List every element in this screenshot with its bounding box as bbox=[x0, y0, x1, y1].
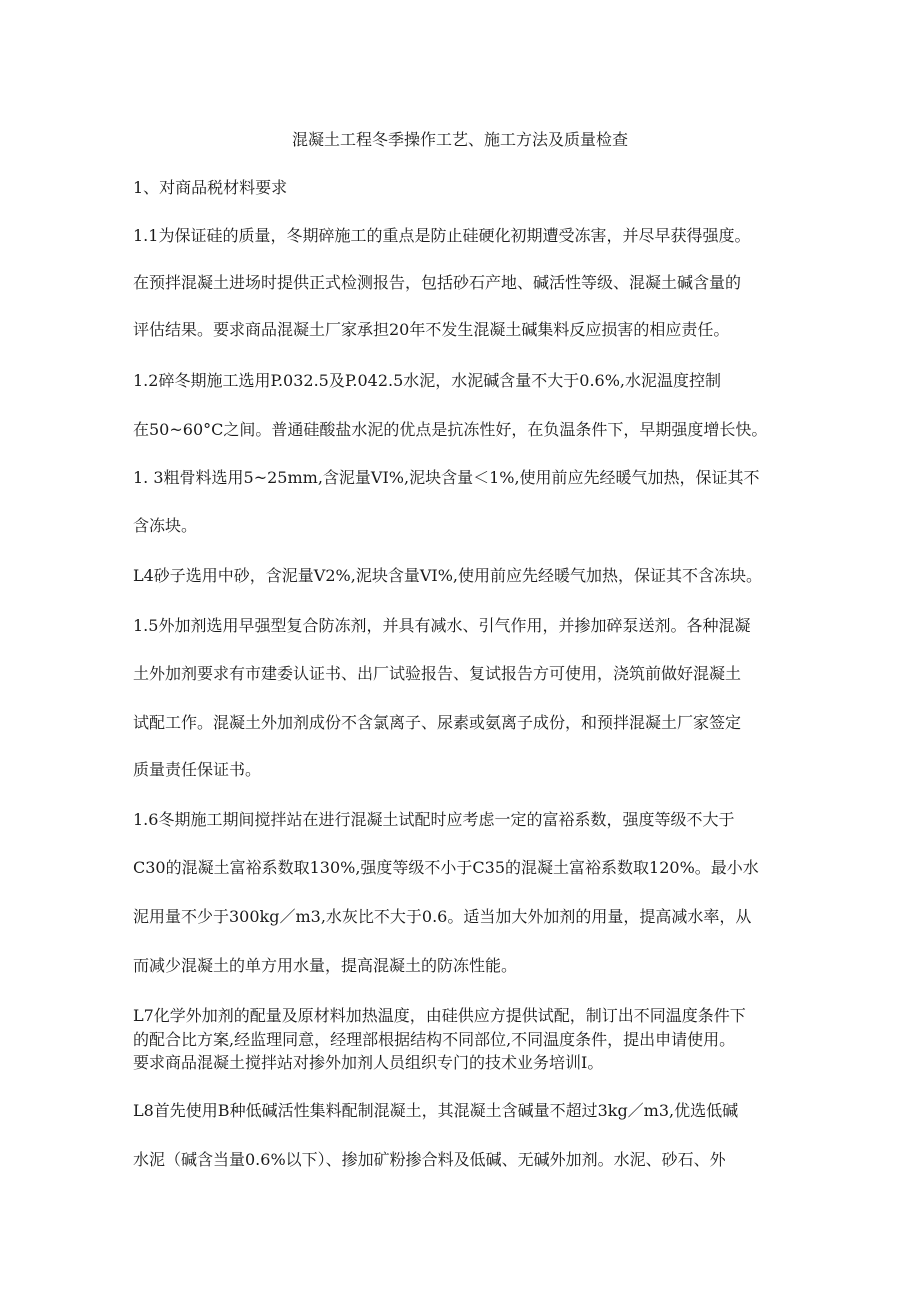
text-line: 泥用量不少于300kg／m3,水灰比不大于0.6。适当加大外加剂的用量，提高减水率，从 bbox=[133, 907, 752, 926]
text-line: 试配工作。混凝土外加剂成份不含氯离子、尿素或氨离子成份，和预拌混凝土厂家签定 bbox=[133, 713, 742, 732]
text-line: 1. 3粗骨料选用5~25mm,含泥量VI%,泥块含量＜1%,使用前应先经暖气加热，保证其不 bbox=[133, 468, 760, 487]
text-line: 1.5外加剂选用早强型复合防冻剂，并具有减水、引气作用，并掺加碎泵送剂。各种混凝 bbox=[133, 616, 751, 635]
text-line: C30的混凝土富裕系数取130%,强度等级不小于C35的混凝土富裕系数取120%。最小水 bbox=[133, 858, 759, 877]
text-line: 要求商品混凝土搅拌站对掺外加剂人员组织专门的技术业务培训I。 bbox=[133, 1053, 604, 1072]
text-line: L4砂子选用中砂，含泥量V2%,泥块含量VI%,使用前应先经暖气加热，保证其不含冻块。 bbox=[133, 566, 762, 585]
text-line: L7化学外加剂的配量及原材料加热温度，由硅供应方提供试配，制订出不同温度条件下 bbox=[133, 1006, 746, 1025]
document-title: 混凝土工程冬季操作工艺、施工方法及质量检查 bbox=[291, 130, 628, 149]
text-line: L8首先使用B种低碱活性集料配制混凝土，其混凝土含碱量不超过3kg／m3,优选低碱 bbox=[133, 1101, 739, 1120]
text-line: 1.1为保证硅的质量，冬期碎施工的重点是防止硅硬化初期遭受冻害，并尽早获得强度。 bbox=[133, 226, 751, 245]
text-line: 水泥（碱含当量0.6%以下）、掺加矿粉掺合料及低碱、无碱外加剂。水泥、砂石、外 bbox=[133, 1150, 726, 1169]
section-heading: 1、对商品税材料要求 bbox=[133, 178, 288, 197]
text-line: 而减少混凝土的单方用水量，提高混凝土的防冻性能。 bbox=[133, 956, 518, 975]
text-line: 土外加剂要求有市建委认证书、出厂试验报告、复试报告方可使用，浇筑前做好混凝土 bbox=[133, 664, 742, 683]
text-line: 1.2碎冬期施工选用P.032.5及P.042.5水泥，水泥碱含量不大于0.6%,水泥温度控制 bbox=[133, 371, 722, 390]
text-line: 的配合比方案,经监理同意，经理部根据结构不同部位,不同温度条件，提出申请使用。 bbox=[133, 1030, 736, 1049]
text-line: 质量责任保证书。 bbox=[133, 760, 262, 779]
text-line: 1.6冬期施工期间搅拌站在进行混凝土试配时应考虑一定的富裕系数，强度等级不大于 bbox=[133, 810, 735, 829]
text-line: 评估结果。要求商品混凝土厂家承担20年不发生混凝土碱集料反应损害的相应责任。 bbox=[133, 320, 730, 339]
text-line: 在预拌混凝土进场时提供正式检测报告，包括砂石产地、碱活性等级、混凝土碱含量的 bbox=[133, 273, 742, 292]
text-line: 在50~60°C之间。普通硅酸盐水泥的优点是抗冻性好，在负温条件下，早期强度增长快。 bbox=[133, 420, 768, 439]
text-line: 含冻块。 bbox=[133, 516, 198, 535]
